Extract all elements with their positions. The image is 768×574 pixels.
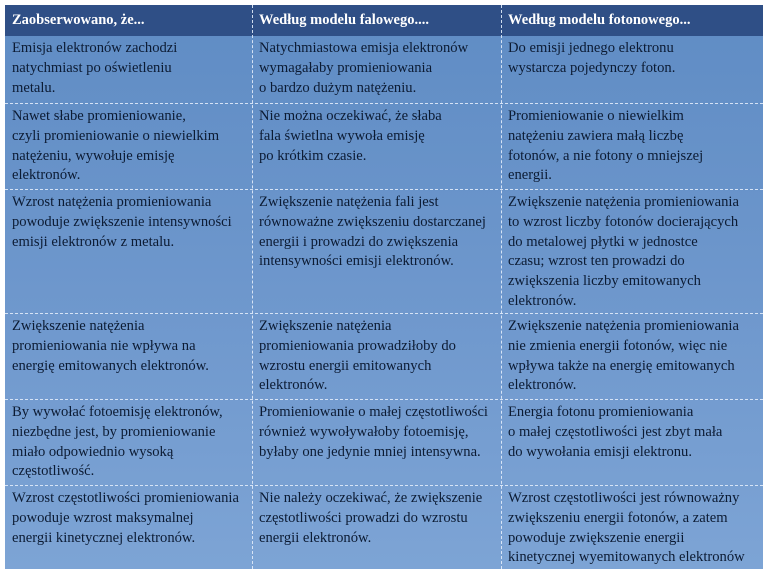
header-wave-model: Według modelu falowego....: [259, 12, 429, 28]
cell-wave-model: Nie można oczekiwać, że słaba fala świetlna wywoła emisję po krótkim czasie.: [259, 108, 442, 164]
table-header-row: [5, 5, 763, 36]
cell-wave-model: Promieniowanie o małej częstotliwości również wywoływałoby fotoemisję, byłaby one jedynie mniej intensywna.: [259, 404, 488, 460]
table-row: [5, 36, 763, 103]
cell-wave-model: Natychmiastowa emisja elektronów wymagałaby promieniowania o bardzo dużym natężeniu.: [259, 40, 469, 96]
header-observed: Zaobserwowano, że...: [12, 12, 145, 28]
cell-photon-model: Zwiększenie natężenia promieniowania to wzrost liczby fotonów docierających do metalowej płytki w jednostce czasu; wzrost ten prowadzi do zwiększenia liczby emitowanych elektronów.: [508, 194, 739, 309]
cell-observed: Emisja elektronów zachodzi natychmiast po oświetleniu metalu.: [12, 40, 178, 96]
cell-observed: By wywołać fotoemisję elektronów, niezbędne jest, by promieniowanie miało odpowiednio wysoką częstotliwość.: [12, 404, 223, 480]
cell-observed: Wzrost częstotliwości promieniowania powoduje wzrost maksymalnej energii kinetycznej elektronów.: [12, 490, 239, 546]
cell-wave-model: Zwiększenie natężenia promieniowania prowadziłoby do wzrostu energii emitowanych elektronów.: [259, 318, 456, 394]
table-row: [5, 313, 763, 400]
cell-observed: Zwiększenie natężenia promieniowania nie wpływa na energię emitowanych elektronów.: [12, 318, 209, 374]
cell-wave-model: Zwiększenie natężenia fali jest równoważne zwiększeniu dostarczanej energii i prowadzi do zwiększenia intensywności emisji elektronów.: [259, 194, 486, 270]
cell-observed: Nawet słabe promieniowanie, czyli promieniowanie o niewielkim natężeniu, wywołuje emisję elektronów.: [12, 108, 220, 184]
comparison-table: [5, 5, 763, 569]
cell-observed: Wzrost natężenia promieniowania powoduje zwiększenie intensywności emisji elektronów z metalu.: [12, 194, 232, 250]
cell-photon-model: Do emisji jednego elektronu wystarcza pojedynczy foton.: [508, 40, 676, 76]
table-row: [5, 103, 763, 190]
header-photon-model: Według modelu fotonowego...: [508, 12, 691, 28]
cell-photon-model: Wzrost częstotliwości jest równoważny zwiększeniu energii fotonów, a zatem powoduje zwiększenie energii kinetycznej wyemitowanych elektronów: [508, 490, 745, 566]
cell-photon-model: Promieniowanie o niewielkim natężeniu zawiera małą liczbę fotonów, a nie fotony o mniejszej energii.: [508, 108, 704, 184]
table-row: [5, 485, 763, 570]
cell-photon-model: Energia fotonu promieniowania o małej częstotliwości jest zbyt mała do wywołania emisji elektronu.: [508, 404, 723, 460]
cell-wave-model: Nie należy oczekiwać, że zwiększenie częstotliwości prowadzi do wzrostu energii elektronów.: [259, 490, 483, 546]
cell-photon-model: Zwiększenie natężenia promieniowania nie zmienia energii fotonów, więc nie wpływa także na energię emitowanych elektronów.: [508, 318, 739, 394]
table-row: [5, 189, 763, 314]
table-row: [5, 399, 763, 486]
